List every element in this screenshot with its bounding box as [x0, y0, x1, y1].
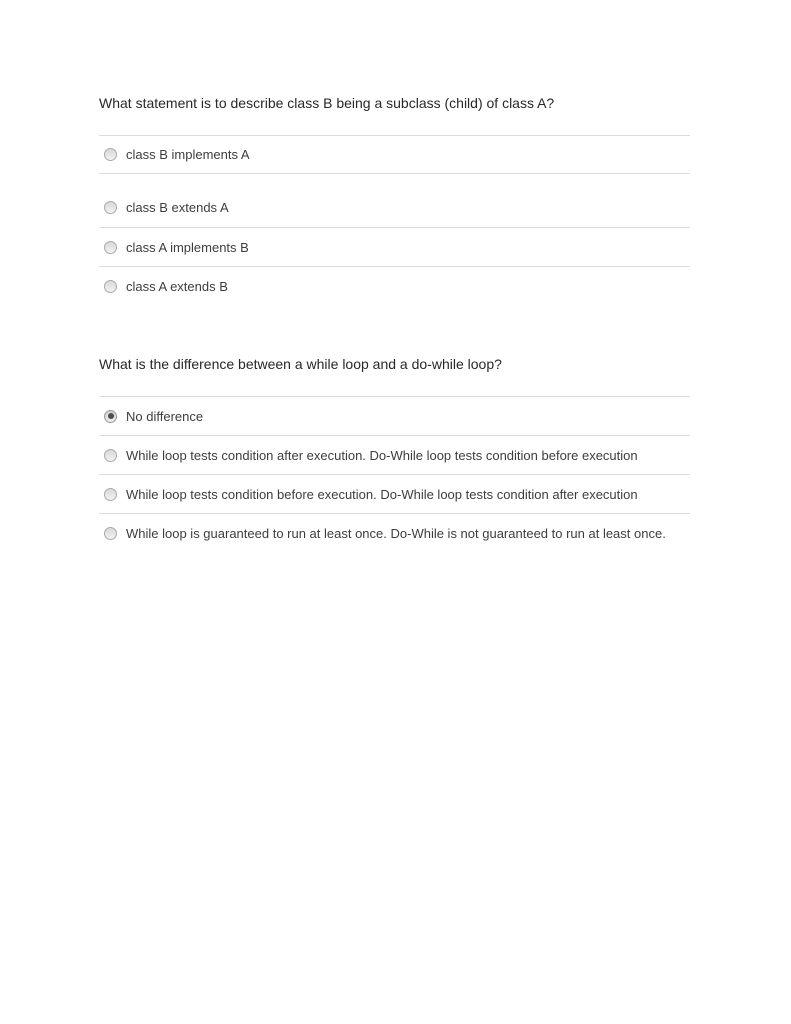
option-row[interactable] — [99, 266, 690, 305]
option-row[interactable] — [99, 135, 690, 174]
option-row[interactable] — [99, 513, 690, 552]
option-label: While loop tests condition after execution. Do-While loop tests condition before execution — [126, 447, 638, 463]
question-title: What is the difference between a while loop and a do-while loop? — [99, 356, 502, 372]
radio-button[interactable] — [104, 488, 117, 501]
option-label: class B extends A — [126, 200, 229, 215]
option-row[interactable] — [99, 188, 690, 227]
option-label: No difference — [126, 408, 204, 424]
radio-button[interactable] — [104, 449, 117, 462]
radio-button[interactable] — [104, 527, 117, 540]
option-row[interactable] — [99, 474, 690, 513]
option-label: class A implements B — [126, 239, 249, 255]
option-label: While loop tests condition before execution. Do-While loop tests condition after execution — [126, 486, 638, 502]
option-label: class A extends B — [126, 278, 228, 294]
options-list — [99, 396, 690, 552]
option-label: class B implements A — [126, 147, 250, 162]
question-block — [99, 356, 690, 552]
option-label: While loop is guaranteed to run at least once. Do-While is not guaranteed to run at least once. — [126, 525, 666, 541]
option-row[interactable] — [99, 435, 690, 474]
question-title: What statement is to describe class B being a subclass (child) of class A? — [99, 95, 555, 111]
options-list — [99, 135, 690, 305]
radio-button[interactable] — [104, 280, 117, 293]
option-row[interactable] — [99, 396, 690, 435]
radio-button[interactable] — [104, 410, 117, 423]
radio-button[interactable] — [104, 148, 117, 161]
radio-button[interactable] — [104, 241, 117, 254]
option-row[interactable] — [99, 227, 690, 266]
radio-button[interactable] — [104, 201, 117, 214]
quiz-main — [99, 95, 690, 552]
question-block — [99, 95, 690, 305]
